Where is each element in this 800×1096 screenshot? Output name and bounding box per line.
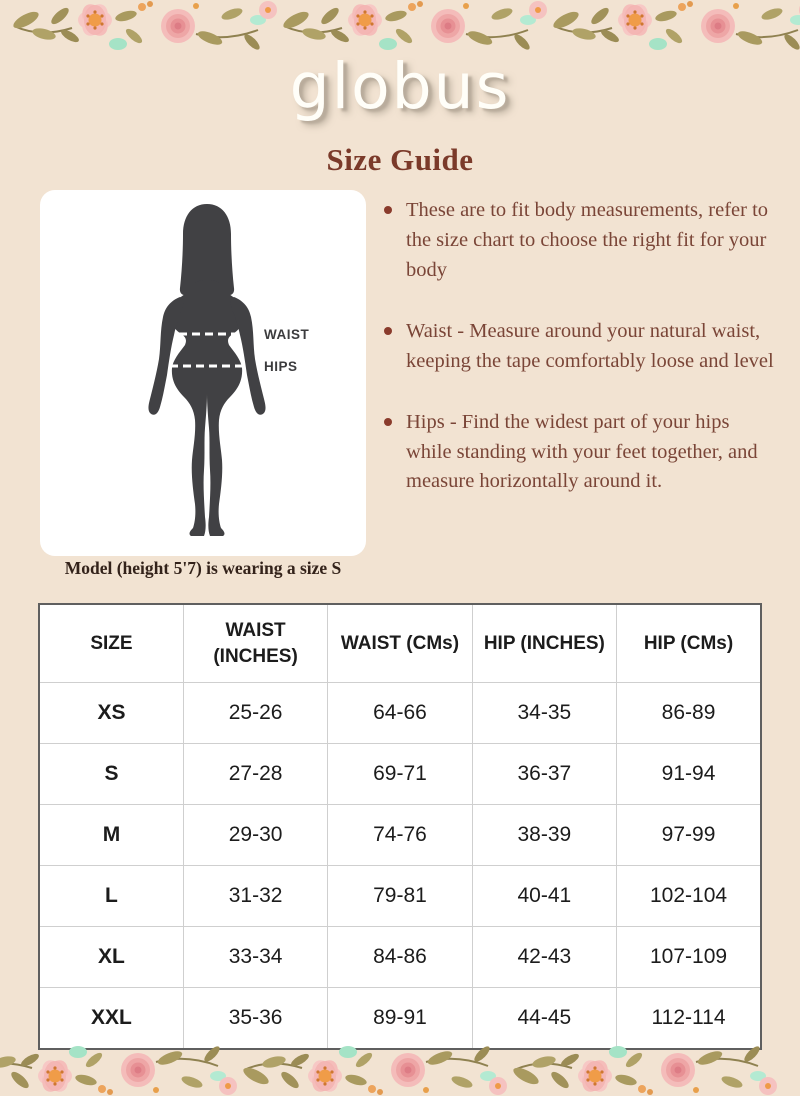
hip-inches-cell: 40-41 (472, 866, 616, 927)
instruction-text: Waist - Measure around your natural waist, keeping the tape comfortably loose and level (406, 319, 774, 372)
hip-cms-cell: 91-94 (617, 744, 761, 805)
header-waist-inches: WAIST (INCHES) (183, 604, 327, 683)
instruction-item (384, 196, 780, 286)
waist-cms-cell: 89-91 (328, 988, 472, 1050)
hips-label: HIPS (264, 359, 298, 374)
hip-cms-cell: 86-89 (617, 683, 761, 744)
waist-cms-cell: 69-71 (328, 744, 472, 805)
header-size: SIZE (39, 604, 183, 683)
floral-border-bottom (0, 1034, 800, 1096)
figure-caption: Model (height 5'7) is wearing a size S (64, 558, 342, 578)
size-table (38, 603, 762, 1050)
waist-cms-cell: 64-66 (328, 683, 472, 744)
model-figure-card (40, 190, 366, 556)
size-cell: XS (39, 683, 183, 744)
body-silhouette (40, 190, 366, 556)
header-hip-cms: HIP (CMs) (617, 604, 761, 683)
instruction-item (384, 408, 780, 498)
waist-inches-cell: 31-32 (183, 866, 327, 927)
table-row (39, 744, 761, 805)
brand-logo: globus (289, 50, 511, 123)
hip-inches-cell: 36-37 (472, 744, 616, 805)
table-row (39, 805, 761, 866)
size-cell: XL (39, 927, 183, 988)
table-row (39, 683, 761, 744)
hip-cms-cell: 102-104 (617, 866, 761, 927)
size-cell: L (39, 866, 183, 927)
bullet-icon (384, 327, 392, 335)
waist-inches-cell: 27-28 (183, 744, 327, 805)
hip-cms-cell: 112-114 (617, 988, 761, 1050)
instruction-text: Hips - Find the widest part of your hips while standing with your feet together, and measure horizontally around it. (406, 410, 758, 493)
instruction-text: These are to fit body measurements, refer to the size chart to choose the right fit for your body (406, 199, 769, 281)
hip-inches-cell: 34-35 (472, 683, 616, 744)
waist-inches-cell: 33-34 (183, 927, 327, 988)
waist-inches-cell: 29-30 (183, 805, 327, 866)
hip-inches-cell: 44-45 (472, 988, 616, 1050)
hip-inches-cell: 42-43 (472, 927, 616, 988)
waist-inches-cell: 35-36 (183, 988, 327, 1050)
hip-cms-cell: 97-99 (617, 805, 761, 866)
bullet-icon (384, 418, 392, 426)
size-cell: XXL (39, 988, 183, 1050)
waist-label: WAIST (264, 327, 310, 342)
header-hip-inches: HIP (INCHES) (472, 604, 616, 683)
table-row (39, 866, 761, 927)
instruction-item (384, 317, 780, 377)
waist-cms-cell: 74-76 (328, 805, 472, 866)
header-waist-cms: WAIST (CMs) (328, 604, 472, 683)
waist-cms-cell: 79-81 (328, 866, 472, 927)
page-title: Size Guide (326, 142, 474, 177)
size-cell: S (39, 744, 183, 805)
table-header-row (39, 604, 761, 683)
size-cell: M (39, 805, 183, 866)
bullet-icon (384, 206, 392, 214)
table-row (39, 927, 761, 988)
instructions-list (384, 196, 780, 528)
waist-cms-cell: 84-86 (328, 927, 472, 988)
waist-inches-cell: 25-26 (183, 683, 327, 744)
hip-inches-cell: 38-39 (472, 805, 616, 866)
hip-cms-cell: 107-109 (617, 927, 761, 988)
